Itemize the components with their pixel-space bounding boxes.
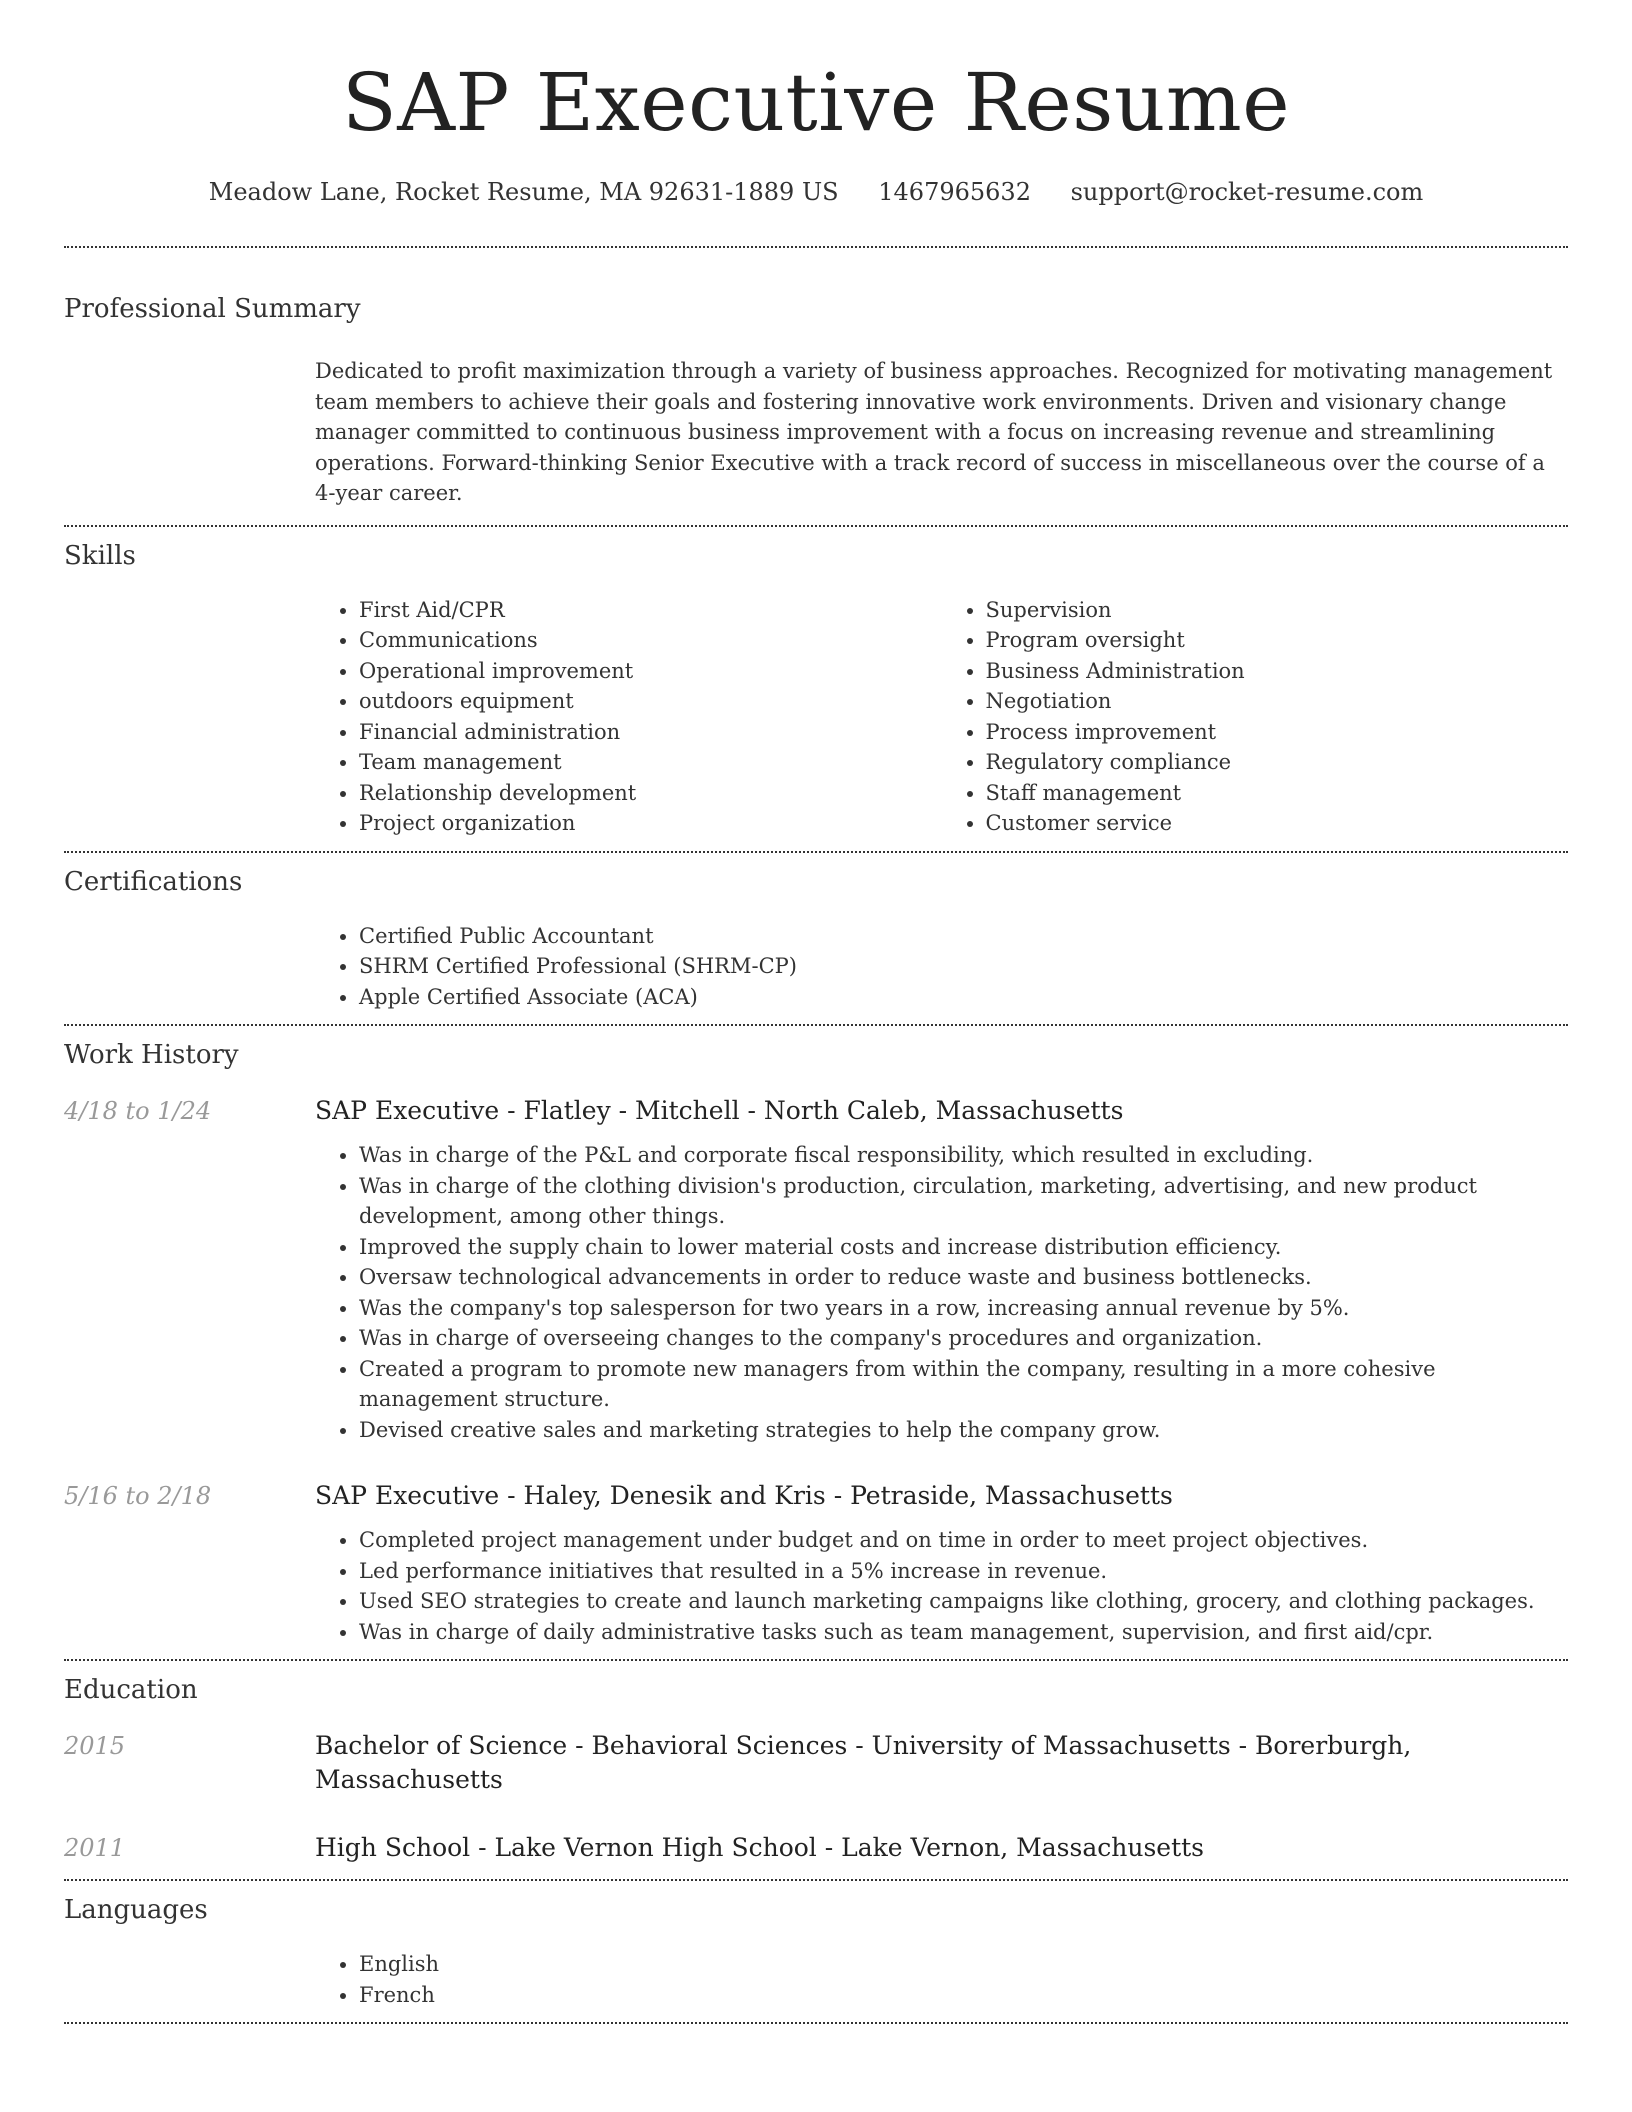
list-item: • Customer service	[986, 808, 1569, 839]
section-title-skills: Skills	[64, 540, 136, 571]
list-item: • English	[359, 1949, 1568, 1980]
education-entry	[64, 1831, 1568, 1865]
list-item: • Was in charge of the P&L and corporate fiscal responsibility, which resulted in excluding.	[359, 1140, 1568, 1171]
education-heading: Bachelor of Science - Behavioral Sciences - University of Massachusetts - Borerburgh, Massachusetts	[315, 1731, 1412, 1794]
education-year: 2011	[64, 1834, 126, 1862]
resume-title: SAP Executive Resume	[341, 56, 1291, 149]
list-item: • French	[359, 1980, 1568, 2011]
education-entry	[64, 1729, 1568, 1797]
job-entry	[64, 1094, 1568, 1128]
job-bullets	[315, 1525, 1568, 1647]
languages-list	[315, 1949, 1568, 2010]
contact-email: support@rocket-resume.com	[1070, 178, 1424, 206]
list-item: • Relationship development	[359, 778, 942, 809]
job-heading: SAP Executive - Haley, Denesik and Kris - Petraside, Massachusetts	[315, 1481, 1173, 1510]
section-divider	[64, 2022, 1568, 2024]
list-item: • First Aid/CPR	[359, 595, 942, 626]
list-item: • Devised creative sales and marketing strategies to help the company grow.	[359, 1415, 1568, 1446]
job-entry	[64, 1479, 1568, 1513]
list-item: • Used SEO strategies to create and launch marketing campaigns like clothing, grocery, and clothing packages.	[359, 1586, 1568, 1617]
job-bullets	[315, 1140, 1568, 1445]
languages-section	[64, 1881, 1568, 2010]
list-item: • Supervision	[986, 595, 1569, 626]
skills-grid	[315, 595, 1568, 839]
skills-section	[64, 527, 1568, 839]
job-heading: SAP Executive - Flatley - Mitchell - North Caleb, Massachusetts	[315, 1096, 1124, 1125]
list-item: • Team management	[359, 747, 942, 778]
list-item: • Improved the supply chain to lower material costs and increase distribution efficiency.	[359, 1232, 1568, 1263]
list-item: • Negotiation	[986, 686, 1569, 717]
education-heading: High School - Lake Vernon High School - Lake Vernon, Massachusetts	[315, 1833, 1205, 1862]
skills-list-left	[315, 595, 942, 839]
summary-section	[64, 248, 1568, 509]
work-section	[64, 1026, 1568, 1647]
list-item: • Communications	[359, 625, 942, 656]
list-item: • Was in charge of daily administrative tasks such as team management, supervision, and first aid/cpr.	[359, 1617, 1568, 1648]
education-year: 2015	[64, 1732, 126, 1760]
list-item: • Led performance initiatives that resulted in a 5% increase in revenue.	[359, 1556, 1568, 1587]
contact-address: Meadow Lane, Rocket Resume, MA 92631-1889 US	[208, 178, 839, 206]
list-item: • Operational improvement	[359, 656, 942, 687]
resume-page	[64, 0, 1568, 2024]
list-item: • Completed project management under budget and on time in order to meet project objectives.	[359, 1525, 1568, 1556]
list-item: • Regulatory compliance	[986, 747, 1569, 778]
section-title-summary: Professional Summary	[64, 294, 361, 324]
list-item: • Business Administration	[986, 656, 1569, 687]
list-item: • Financial administration	[359, 717, 942, 748]
skills-list-right	[942, 595, 1569, 839]
list-item: • Created a program to promote new managers from within the company, resulting in a more cohesive management structure.	[359, 1354, 1568, 1415]
list-item: • Oversaw technological advancements in order to reduce waste and business bottlenecks.	[359, 1262, 1568, 1293]
section-title-certifications: Certifications	[64, 866, 243, 897]
list-item: • Was in charge of the clothing division's production, circulation, marketing, advertising, and new product development, among other things.	[359, 1171, 1568, 1232]
section-title-languages: Languages	[64, 1895, 208, 1925]
list-item: • Program oversight	[986, 625, 1569, 656]
job-dates: 4/18 to 1/24	[64, 1097, 212, 1125]
list-item: • Apple Certified Associate (ACA)	[359, 982, 1568, 1013]
job-bullet-list	[315, 1525, 1568, 1647]
job-bullet-list	[315, 1140, 1568, 1445]
certifications-section	[64, 853, 1568, 1013]
certifications-body	[315, 921, 1568, 1013]
summary-text: Dedicated to profit maximization through a variety of business approaches. Recognized for motivating management team members to achieve their goals and fostering innovative work environments. Driven and visionary change manager committed to continuous business improvement with a focus on increasing revenue and streamlining operations. Forward-thinking Senior Executive with a track record of success in miscellaneous over the course of a 4-year career.	[315, 359, 1553, 505]
list-item: • Was in charge of overseeing changes to the company's procedures and organization.	[359, 1323, 1568, 1354]
section-title-work: Work History	[64, 1040, 239, 1070]
list-item: • Certified Public Accountant	[359, 921, 1568, 952]
languages-body	[315, 1949, 1568, 2010]
list-item: • Process improvement	[986, 717, 1569, 748]
list-item: • Project organization	[359, 808, 942, 839]
contact-phone: 1467965632	[878, 178, 1031, 206]
section-title-education: Education	[64, 1675, 198, 1705]
list-item: • outdoors equipment	[359, 686, 942, 717]
list-item: • Was the company's top salesperson for two years in a row, increasing annual revenue by 5%.	[359, 1293, 1568, 1324]
contact-line	[64, 176, 1568, 208]
list-item: • Staff management	[986, 778, 1569, 809]
education-section	[64, 1661, 1568, 1865]
certifications-list	[315, 921, 1568, 1013]
job-dates: 5/16 to 2/18	[64, 1482, 212, 1510]
list-item: • SHRM Certified Professional (SHRM-CP)	[359, 951, 1568, 982]
